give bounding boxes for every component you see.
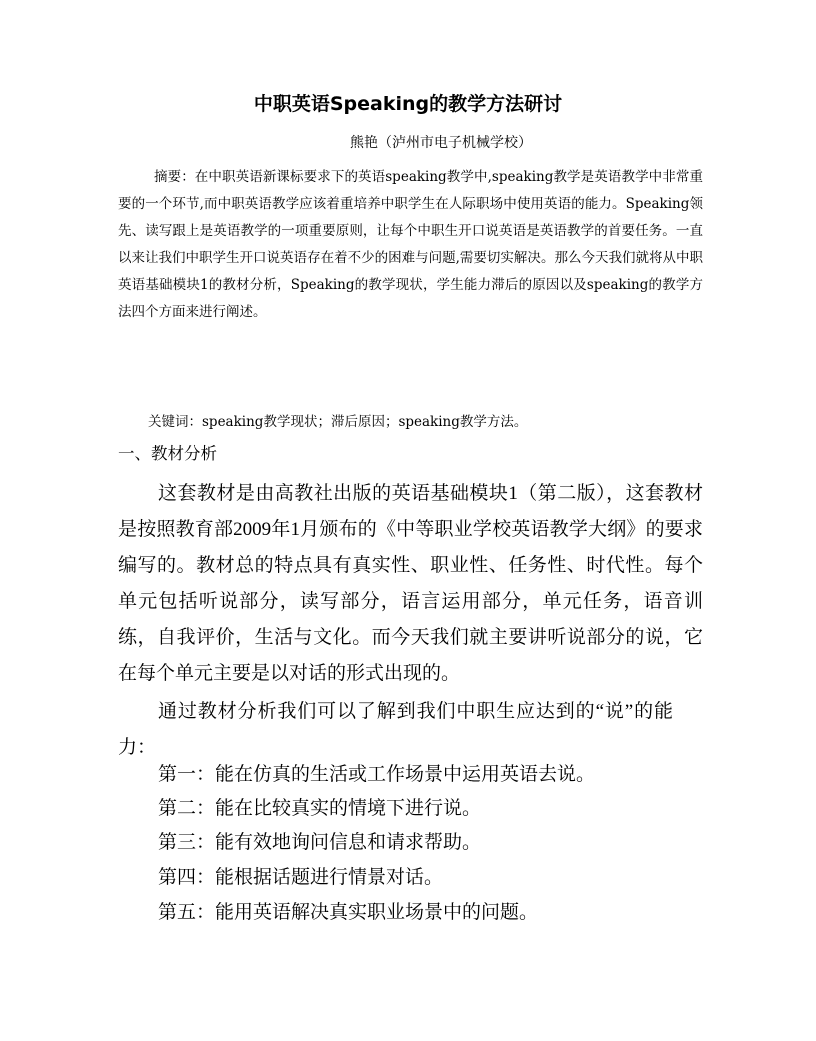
- body-paragraph: 这套教材是由高教社出版的英语基础模块1（第二版），这套教材是按照教育部2009年1月颁布的《中等职业学校英语教学大纲》的要求编写的。教材总的特点具有真实性、职业性、任务性、时代性。每个单元包括听说部分，读写部分，语言运用部分，单元任务，语音训练，自我评价，生活与文化。而今天我们就主要讲听说部分的说，它在每个单元主要是以对话的形式出现的。: [118, 483, 703, 684]
- body-paragraph: 通过教材分析我们可以了解到我们中职生应达到的“说”的能力：: [118, 701, 673, 758]
- list-item: 第五：能用英语解决真实职业场景中的问题。: [158, 902, 539, 923]
- section-heading-textbook-analysis: 一、教材分析: [118, 444, 217, 463]
- keywords-line: 关键词：speaking教学现状；滞后原因；speaking教学方法。: [148, 414, 528, 430]
- abstract-paragraph: 摘要：在中职英语新课标要求下的英语speaking教学中,speaking教学是英语教学中非常重要的一个环节,而中职英语教学应该着重培养中职学生在人际职场中使用英语的能力。Speaking领先、读写跟上是英语教学的一项重要原则，让每个中职生开口说英语是英语教学的首要任务。一直以来让我们中职学生开口说英语存在着不少的困难与问题,需要切实解决。那么今天我们就将从中职英语基础模块1的教材分析，Speaking的教学现状，学生能力滞后的原因以及speaking的教学方法四个方面来进行阐述。: [118, 169, 703, 320]
- list-item: 第二：能在比较真实的情境下进行说。: [158, 798, 482, 819]
- list-item: 第一：能在仿真的生活或工作场景中运用英语去说。: [158, 764, 596, 785]
- author-line: 熊艳（泸州市电子机械学校）: [350, 135, 532, 151]
- list-item: 第三：能有效地询问信息和请求帮助。: [158, 832, 482, 853]
- document-title: 中职英语Speaking的教学方法研讨: [253, 93, 563, 115]
- list-item: 第四：能根据话题进行情景对话。: [158, 867, 444, 888]
